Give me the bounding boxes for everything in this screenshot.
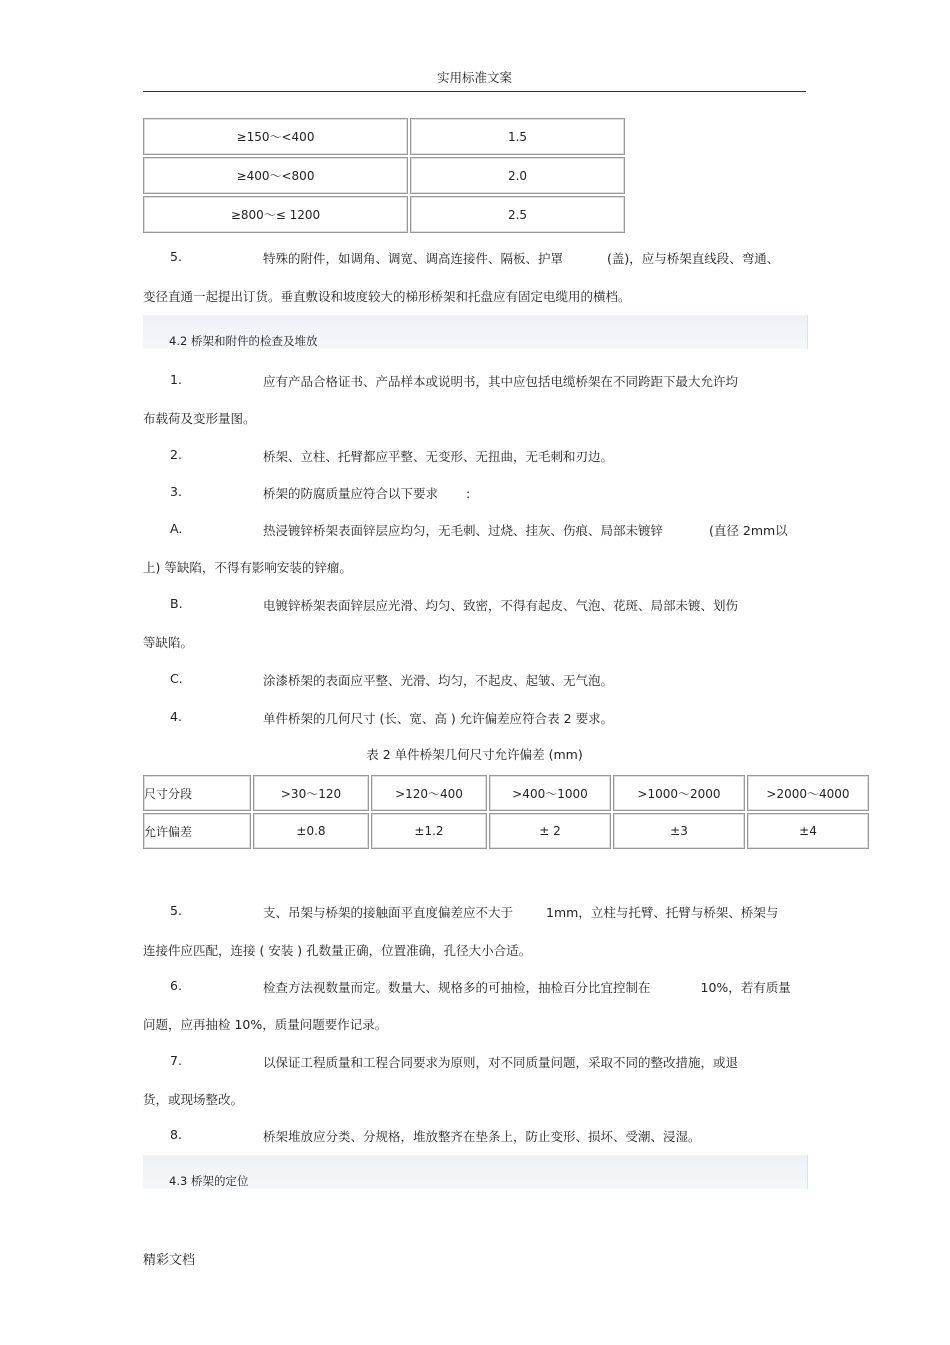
item-number: B. — [170, 596, 183, 611]
item-continuation: 等缺陷。 — [143, 635, 194, 650]
item-text-tail: (盖)，应与桥架直线段、弯通、 — [607, 251, 780, 266]
item-text-main: 特殊的附件，如调角、调宽、调高连接件、隔板、护罩 — [263, 251, 564, 266]
table-cell: ≥800～≤ 1200 — [143, 196, 408, 233]
item-continuation: 连接件应匹配，连接 ( 安装 ) 孔数量正确，位置准确，孔径大小合适。 — [143, 943, 532, 958]
item-text-tail: 1mm，立柱与托臂、托臂与桥架、桥架与 — [546, 905, 779, 920]
table-cell: ≥400～<800 — [143, 157, 408, 194]
item-text: 桥架堆放应分类、分规格，堆放整齐在垫条上，防止变形、损坏、受潮、浸湿。 — [263, 1129, 701, 1144]
section-heading: 4.3 桥架的定位 — [169, 1174, 249, 1188]
table-cell: 2.5 — [410, 196, 625, 233]
table-cell: 1.5 — [410, 118, 625, 155]
item-continuation: 货，或现场整改。 — [143, 1092, 244, 1107]
table-cell: >120～400 — [371, 775, 487, 811]
table-cell: 2.0 — [410, 157, 625, 194]
page-footer: 精彩文档 — [143, 1253, 196, 1268]
item-text: 应有产品合格证书、产品样本或说明书，其中应包括电缆桥架在不同跨距下最大允许均 — [263, 374, 739, 389]
table-cell: >2000～4000 — [747, 775, 869, 811]
item-continuation: 上) 等缺陷，不得有影响安装的锌瘤。 — [143, 560, 352, 575]
item-text-main: 支、吊架与桥架的接触面平直度偏差应不大于 — [263, 905, 514, 920]
item-text — [263, 249, 779, 267]
item-text: 涂漆桥架的表面应平整、光滑、均匀，不起皮、起皱、无气泡。 — [263, 673, 614, 688]
header-rule — [143, 91, 806, 92]
item-text-main: 热浸镀锌桥架表面锌层应均匀，无毛刺、过烧、挂灰、伤痕、局部未镀锌 — [263, 523, 664, 538]
item-number: 1. — [170, 372, 182, 387]
item-text: 单件桥架的几何尺寸 (长、宽、高 ) 允许偏差应符合表 2 要求。 — [263, 711, 614, 726]
table-cell: 尺寸分段 — [143, 775, 251, 811]
tolerance-table — [141, 773, 871, 851]
item-text — [263, 521, 788, 539]
item-text-main: 检查方法视数量而定。数量大、规格多的可抽检，抽检百分比宜控制在 — [263, 980, 651, 995]
table-row — [143, 118, 625, 155]
item-text-tail: 10%，若有质量 — [700, 980, 791, 995]
table-cell: >1000～2000 — [613, 775, 745, 811]
table-row — [143, 157, 625, 194]
item-text — [263, 484, 470, 502]
item-text: 桥架、立柱、托臂都应平整、无变形、无扭曲，无毛刺和刃边。 — [263, 449, 614, 464]
table-cell: ±0.8 — [253, 813, 369, 849]
table-row — [143, 775, 869, 811]
table-cell: ±1.2 — [371, 813, 487, 849]
item-number: 7. — [170, 1053, 182, 1068]
item-number: 4. — [170, 709, 182, 724]
item-text: 以保证工程质量和工程合同要求为原则，对不同质量问题，采取不同的整改措施，或退 — [263, 1055, 739, 1070]
table-cell: ±3 — [613, 813, 745, 849]
item-number: 8. — [170, 1127, 182, 1142]
item-text-tail: : — [466, 486, 471, 501]
item-text-tail: (直径 2mm以 — [709, 523, 788, 538]
table-row — [143, 196, 625, 233]
item-text-main: 桥架的防腐质量应符合以下要求 — [263, 486, 439, 501]
item-text — [263, 978, 791, 996]
item-number: 6. — [170, 978, 182, 993]
item-number: A. — [170, 521, 183, 536]
item-text: 电镀锌桥架表面锌层应光滑、均匀、致密，不得有起皮、气泡、花斑、局部未镀、划伤 — [263, 598, 739, 613]
range-table — [141, 116, 627, 235]
table-cell: ≥150～<400 — [143, 118, 408, 155]
item-text — [263, 903, 778, 921]
section-heading-bar — [143, 1155, 808, 1189]
item-number: 2. — [170, 447, 182, 462]
item-continuation: 变径直通一起提出订货。垂直敷设和坡度较大的梯形桥架和托盘应有固定电缆用的横档。 — [143, 289, 631, 304]
item-continuation: 问题，应再抽检 10%，质量问题要作记录。 — [143, 1017, 388, 1032]
table-cell: >30～120 — [253, 775, 369, 811]
section-heading-bar — [143, 315, 808, 349]
table-cell: >400～1000 — [489, 775, 611, 811]
table-row — [143, 813, 869, 849]
item-number: 5. — [170, 903, 182, 918]
table-caption: 表 2 单件桥架几何尺寸允许偏差 (mm) — [366, 747, 583, 762]
section-heading: 4.2 桥架和附件的检查及堆放 — [169, 334, 318, 348]
item-continuation: 布载荷及变形量图。 — [143, 411, 256, 426]
table-cell: ±4 — [747, 813, 869, 849]
table-cell: 允许偏差 — [143, 813, 251, 849]
item-number: 3. — [170, 484, 182, 499]
page-header: 实用标准文案 — [436, 70, 512, 85]
item-number: C. — [170, 671, 183, 686]
table-cell: ± 2 — [489, 813, 611, 849]
item-number: 5. — [170, 249, 182, 264]
